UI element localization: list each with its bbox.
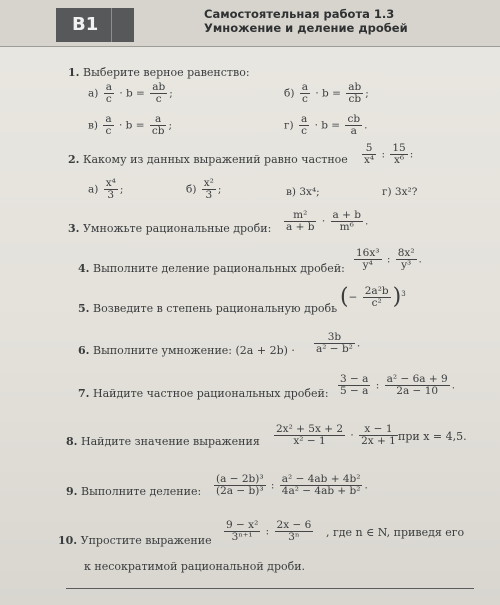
task-4: 4. Выполните деление рациональных дробей: [78,262,345,275]
task-9: 9. Выполните деление: [66,485,202,498]
header-bar [0,0,500,47]
option-1b: б) $\frac{a}{c}$ · b = $\frac{ab}{cb}$ ; [284,81,369,105]
task-1: 1. Выберите верное равенство: [68,66,250,79]
bottom-rule [66,588,474,589]
worksheet-title [204,7,408,35]
task-6: 6. Выполните умножение: (2a + 2b) · [78,344,295,357]
title-line-1: Самостоятельная работа 1.3 [204,7,395,21]
option-2d: г) 3x²? [382,186,418,198]
option-2a: а) $\frac{\text{x⁴}}{3}$ ; [88,177,124,201]
option-1c: в) $\frac{a}{c}$ · b = $\frac{a}{cb}$ ; [88,113,173,137]
task-10: 10. Упростите выражение [58,534,212,547]
expr-4: $\frac{\text{16x³}}{\text{y⁴}}$ : $\frac{\text{8x²}}{\text{y³}}$ . [356,247,422,271]
option-1a: а) $\frac{a}{c}$ · b = $\frac{ab}{c}$ ; [88,81,173,105]
task-7: 7. Найдите частное рациональных дробей: [78,387,329,400]
task-10-condition: , где n ∈ N, приведя его [326,526,465,539]
task-5: 5. Возведите в степень рациональную дробь [78,302,338,315]
option-1d: г) $\frac{a}{c}$ · b = $\frac{cb}{a}$ . [284,113,368,137]
task-3: 3. Умножьте рациональные дроби: [68,222,272,235]
expr-6: $\frac{3b}{\text{a² − b²}}$ . [316,331,361,355]
task-10-line2: к несократимой рациональной дроби. [84,560,306,573]
task-8: 8. Найдите значение выражения [66,435,260,448]
task-8-condition: при x = 4,5. [398,430,467,443]
expr-7: $\frac{3 - a}{5 - a}$ : $\frac{\text{a² − 6a + 9}}{2a - 10}$ . [340,373,456,397]
expr-5: (− $\frac{\text{2a²b}}{\text{c²}}$ )$^3$ [340,284,406,310]
title-line-2: Умножение и деление дробей [204,21,408,35]
expr-2: $\frac{5}{\text{x⁴}}$ : $\frac{15}{\text{x⁶}}$ : [364,142,414,166]
expr-10: $\frac{\text{9 − x²}}{\text{3ⁿ⁺¹}}$ : $\frac{2x - 6}{\text{3ⁿ}}$ [226,519,312,543]
task-2: 2. Какому из данных выражений равно частное [68,153,348,166]
variant-badge: В1 [56,8,134,42]
expr-3: $\frac{\text{m²}}{a + b}$ · $\frac{a + b}{\text{m⁶}}$ . [286,209,369,233]
option-2c: в) 3x⁴; [286,186,320,198]
option-2b: б) $\frac{\text{x²}}{3}$ ; [186,177,222,201]
expr-8: $\frac{\text{2x² + 5x + 2}}{\text{x² − 1}}$ · $\frac{x - 1}{2x + 1}$ [276,423,396,447]
expr-9: $\frac{\text{(a − 2b)³}}{\text{(2a − b)³}}$ : $\frac{\text{a² − 4ab + 4b²}}{\text{4a² − 4ab + b²}}$ . [216,473,368,497]
